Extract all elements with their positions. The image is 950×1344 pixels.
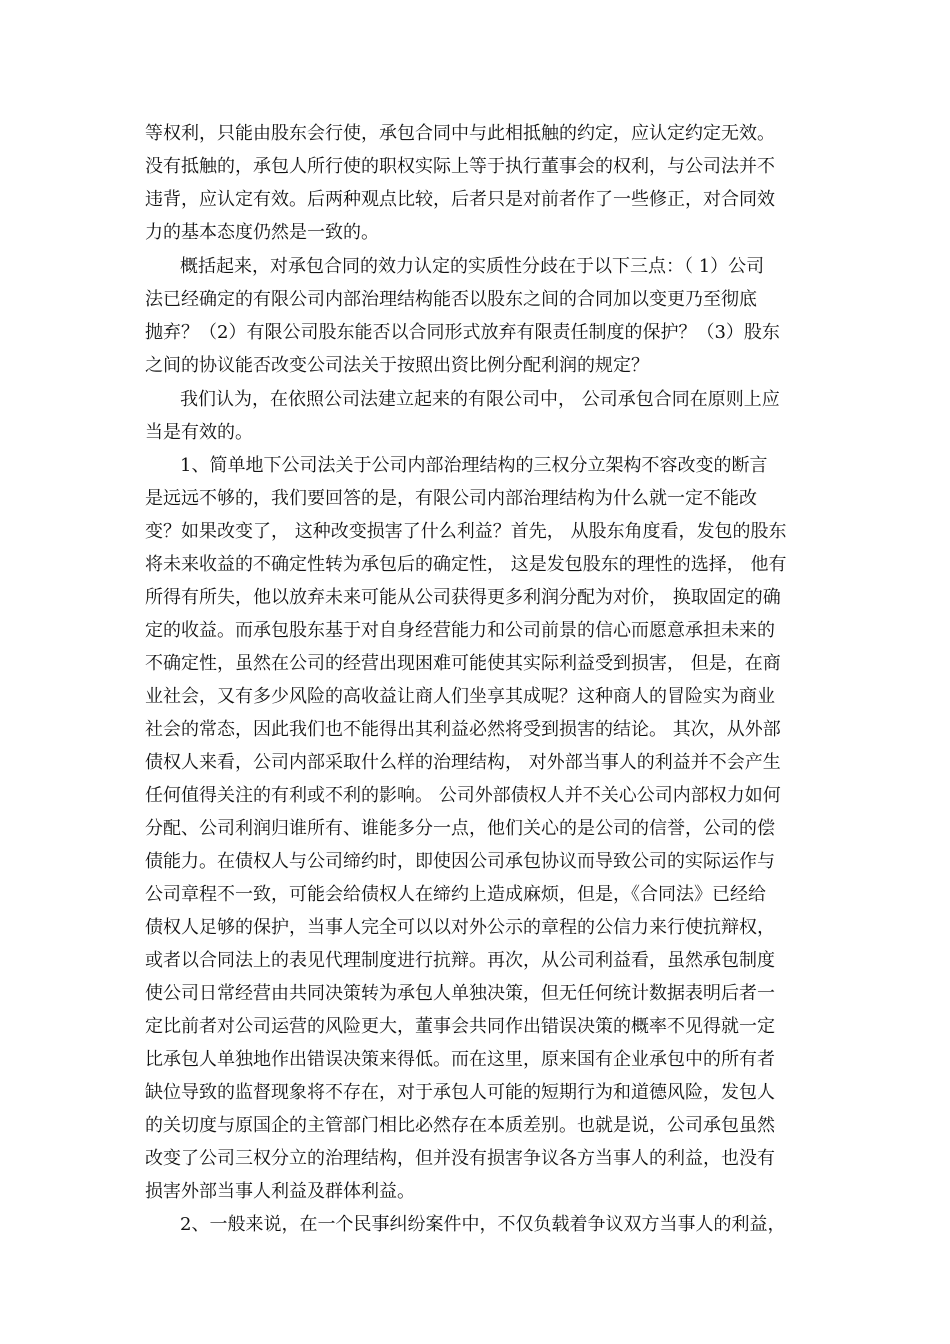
text-line: 违背，应认定有效。后两种观点比较，后者只是对前者作了一些修正，对合同效 — [145, 189, 775, 210]
text-line: 抛弃？（2）有限公司股东能否以合同形式放弃有限责任制度的保护？（3）股东 — [145, 322, 780, 343]
text-line: 业社会，又有多少风险的高收益让商人们坐享其成呢？这种商人的冒险实为商业 — [145, 686, 775, 707]
text-line: 公司章程不一致，可能会给债权人在缔约上造成麻烦，但是，《合同法》已经给 — [145, 884, 766, 905]
text-line: 社会的常态，因此我们也不能得出其利益必然将受到损害的结论。 其次，从外部 — [145, 719, 781, 740]
text-line: 改变了公司三权分立的治理结构，但并没有损害争议各方当事人的利益，也没有 — [145, 1148, 775, 1169]
text-line: 比承包人单独地作出错误决策来得低。而在这里，原来国有企业承包中的所有者 — [145, 1049, 775, 1070]
text-line: 概括起来，对承包合同的效力认定的实质性分歧在于以下三点：（ 1）公司 — [180, 256, 765, 277]
text-line: 定的收益。而承包股东基于对自身经营能力和公司前景的信心而愿意承担未来的 — [145, 620, 775, 641]
text-line: 使公司日常经营由共同决策转为承包人单独决策，但无任何统计数据表明后者一 — [145, 983, 775, 1004]
text-line: 或者以合同法上的表见代理制度进行抗辩。再次，从公司利益看，虽然承包制度 — [145, 950, 775, 971]
text-line: 缺位导致的监督现象将不存在，对于承包人可能的短期行为和道德风险，发包人 — [145, 1082, 775, 1103]
text-line: 我们认为，在依照公司法建立起来的有限公司中， 公司承包合同在原则上应 — [180, 389, 780, 410]
text-line: 债权人来看，公司内部采取什么样的治理结构， 对外部当事人的利益并不会产生 — [145, 752, 781, 773]
text-line: 将未来收益的不确定性转为承包后的确定性， 这是发包股东的理性的选择， 他有 — [145, 554, 787, 575]
text-line: 的关切度与原国企的主管部门相比必然存在本质差别。也就是说，公司承包虽然 — [145, 1115, 775, 1136]
text-line: 力的基本态度仍然是一致的。 — [145, 222, 379, 243]
text-line: 债能力。在债权人与公司缔约时，即使因公司承包协议而导致公司的实际运作与 — [145, 851, 775, 872]
text-line: 之间的协议能否改变公司法关于按照出资比例分配利润的规定？ — [145, 355, 649, 376]
text-line: 法已经确定的有限公司内部治理结构能否以股东之间的合同加以变更乃至彻底 — [145, 289, 757, 310]
text-line: 不确定性，虽然在公司的经营出现困难可能使其实际利益受到损害， 但是，在商 — [145, 653, 781, 674]
text-line: 没有抵触的，承包人所行使的职权实际上等于执行董事会的权利，与公司法并不 — [145, 156, 775, 177]
text-line: 变？如果改变了， 这种改变损害了什么利益？首先， 从股东角度看，发包的股东 — [145, 521, 787, 542]
text-line: 损害外部当事人利益及群体利益。 — [145, 1181, 415, 1202]
text-line: 所得有所失，他以放弃未来可能从公司获得更多利润分配为对价， 换取固定的确 — [145, 587, 781, 608]
text-line: 等权利，只能由股东会行使，承包合同中与此相抵触的约定，应认定约定无效。 — [145, 123, 775, 144]
text-line: 是远远不够的，我们要回答的是，有限公司内部治理结构为什么就一定不能改 — [145, 488, 757, 509]
text-line: 定比前者对公司运营的风险更大，董事会共同作出错误决策的概率不见得就一定 — [145, 1016, 775, 1037]
text-line: 1、简单地下公司法关于公司内部治理结构的三权分立架构不容改变的断言 — [180, 455, 768, 476]
text-line: 分配、公司利润归谁所有、谁能多分一点，他们关心的是公司的信誉，公司的偿 — [145, 818, 775, 839]
text-line: 债权人足够的保护，当事人完全可以以对外公示的章程的公信力来行使抗辩权， — [145, 917, 775, 938]
text-line: 任何值得关注的有利或不利的影响。 公司外部债权人并不关心公司内部权力如何 — [145, 785, 781, 806]
text-line: 当是有效的。 — [145, 422, 253, 443]
text-line: 2、一般来说，在一个民事纠纷案件中，不仅负载着争议双方当事人的利益， — [180, 1214, 786, 1235]
